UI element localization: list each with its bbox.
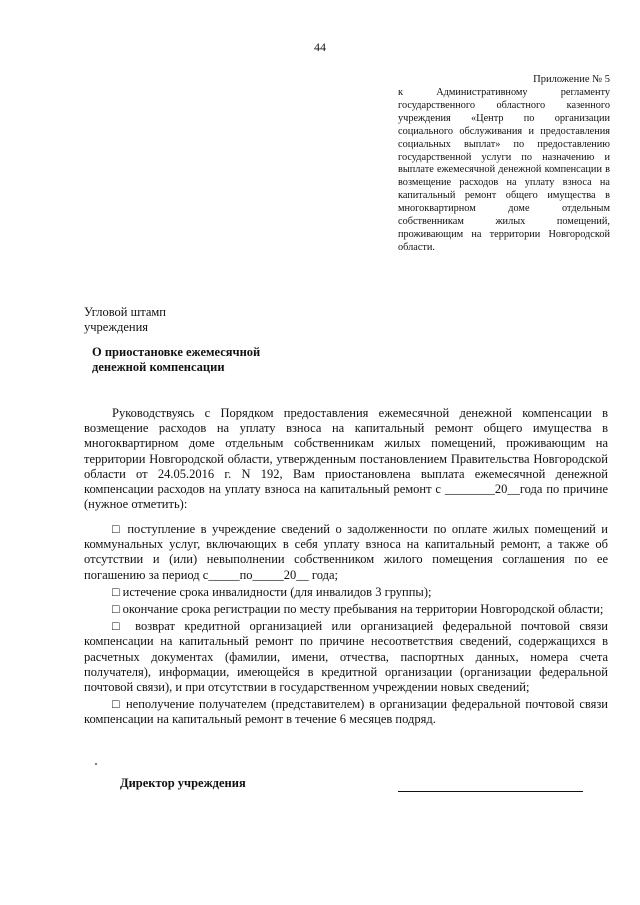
signature-line	[398, 791, 583, 792]
reason-disability-expiry: □ истечение срока инвалидности (для инвалидов 3 группы);	[112, 584, 432, 599]
director-label: Директор учреждения	[120, 776, 246, 790]
corner-stamp-line-1: Угловой штамп	[84, 305, 167, 319]
appendix-title: Приложение № 5	[533, 74, 610, 85]
reasons-list	[84, 522, 608, 730]
scan-dot	[95, 763, 97, 765]
reason-payment-returned: □ возврат кредитной организацией или организацией федеральной почтовой связи компенсации на капитальный ремонт по причине несоответствия сведений, содержащихся в расчетных документах (фамилии, имени, отчества, паспортных данных, номера счета получателя), информации, имеющейся в кредитной организации (организации федеральной почтовой связи), и при отсутствии в государственном учреждении новых сведений;	[84, 619, 608, 695]
reason-not-received: □ неполучение получателем (представителем) в организации федеральной почтовой связи компенсации на капитальный ремонт в течение 6 месяцев подряд.	[84, 697, 608, 727]
corner-stamp	[84, 305, 166, 335]
intro-paragraph: Руководствуясь с Порядком предоставления ежемесячной денежной компенсации в возмещение расходов на уплату взноса на капитальный ремонт общего имущества в многоквартирном доме отдельным собственникам жилых помещений, проживающим на территории Новгородской области, утвержденным постановлением Правительства Новгородской области от 24.05.2016 г. N 192, Вам приостановлена выплата ежемесячной денежной компенсации расходов на уплату взноса на капитальный ремонт с ________20__года по причине (нужное отметить):	[84, 406, 608, 512]
document-title-line-2: денежной компенсации	[92, 360, 225, 374]
reason-registration-end: □ окончание срока регистрации по месту пребывания на территории Новгородской области;	[112, 602, 604, 617]
document-title-line-1: О приостановке ежемесячной	[92, 345, 261, 359]
reason-debt: □ поступление в учреждение сведений о задолженности по оплате жилых помещений и коммунальных услуг, включающих в себя уплату взноса на капитальный ремонт, а также об отсутствии и (или) невыполнении собственником жилого помещения соглашения по ее погашению за период с_____по_____20__ года;	[84, 522, 608, 582]
document-title	[92, 345, 304, 375]
corner-stamp-line-2: учреждения	[84, 320, 149, 334]
page-number: 44	[314, 40, 326, 54]
appendix-text: к Административному регламенту государственного областного казенного учреждения «Центр по организации социального обслуживания и предоставления социальных выплат» по предоставлению государственной услуги по назначению и выплате ежемесячной денежной компенсации в возмещение расходов на уплату взноса на капитальный ремонт общего имущества в многоквартирном доме отдельным собственникам жилых помещений, проживающим на территории Новгородской области.	[398, 87, 610, 253]
